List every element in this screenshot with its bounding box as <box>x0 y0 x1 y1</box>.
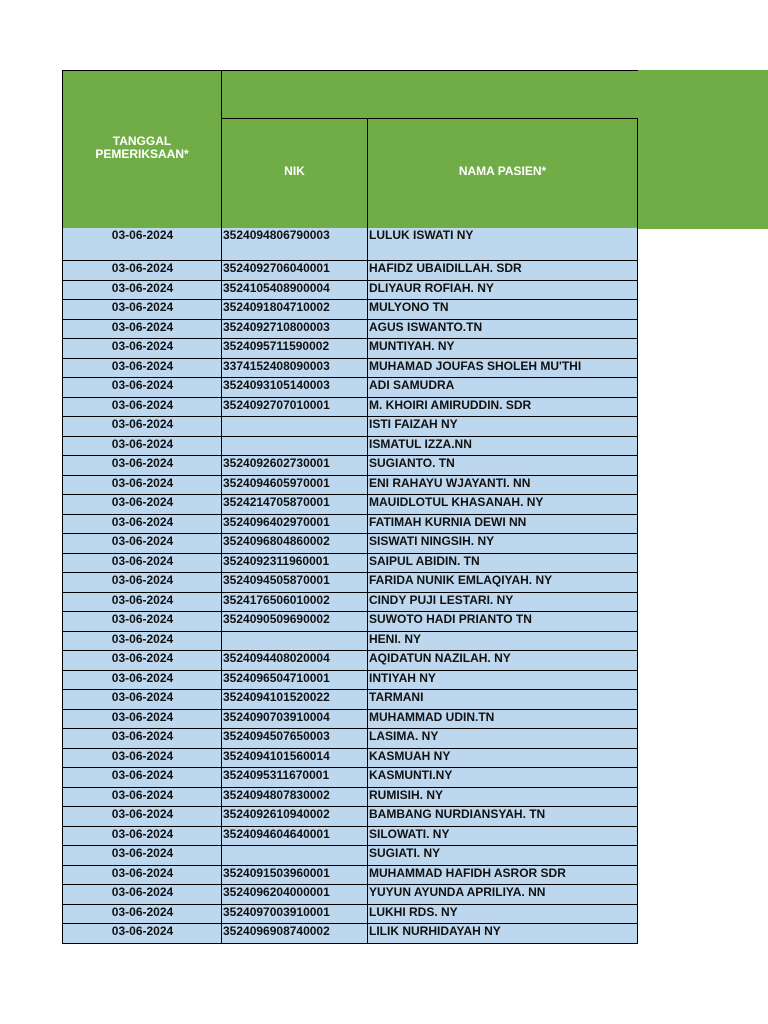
tanggal-cell[interactable]: 03-06-2024 <box>62 885 222 905</box>
header-group-cell <box>221 70 638 119</box>
nik-cell[interactable]: 3524094101560014 <box>221 749 368 769</box>
table-row <box>62 593 638 613</box>
nik-cell[interactable]: 3524092610940002 <box>221 807 368 827</box>
tanggal-cell[interactable]: 03-06-2024 <box>62 846 222 866</box>
table-row <box>62 398 638 418</box>
column-header-tanggal <box>62 70 222 229</box>
tanggal-cell[interactable]: 03-06-2024 <box>62 632 222 652</box>
nik-cell[interactable] <box>221 417 368 437</box>
table-row <box>62 261 638 281</box>
table-row <box>62 846 638 866</box>
tanggal-cell[interactable]: 03-06-2024 <box>62 417 222 437</box>
tanggal-cell[interactable]: 03-06-2024 <box>62 788 222 808</box>
tanggal-cell[interactable]: 03-06-2024 <box>62 281 222 301</box>
table-row <box>62 768 638 788</box>
tanggal-cell[interactable]: 03-06-2024 <box>62 534 222 554</box>
nama-pasien-cell[interactable]: SAIPUL ABIDIN. TN <box>367 554 638 574</box>
nama-pasien-cell[interactable]: MUNTIYAH. NY <box>367 339 638 359</box>
nik-cell[interactable]: 3524091804710002 <box>221 300 368 320</box>
nik-cell[interactable]: 3374152408090003 <box>221 359 368 379</box>
table-row <box>62 632 638 652</box>
nik-cell[interactable]: 3524096504710001 <box>221 671 368 691</box>
nik-cell[interactable]: 3524092707010001 <box>221 398 368 418</box>
tanggal-cell[interactable]: 03-06-2024 <box>62 866 222 886</box>
nik-cell[interactable]: 3524105408900004 <box>221 281 368 301</box>
nama-pasien-cell[interactable]: SISWATI NINGSIH. NY <box>367 534 638 554</box>
nama-pasien-cell[interactable]: KASMUAH NY <box>367 749 638 769</box>
table-row <box>62 320 638 340</box>
table-row <box>62 359 638 379</box>
nik-cell[interactable]: 3524094806790003 <box>221 228 368 261</box>
nik-cell[interactable]: 3524092710800003 <box>221 320 368 340</box>
tanggal-cell[interactable]: 03-06-2024 <box>62 456 222 476</box>
nama-pasien-cell[interactable]: ISMATUL IZZA.NN <box>367 437 638 457</box>
table-row <box>62 495 638 515</box>
nama-pasien-cell[interactable]: INTIYAH NY <box>367 671 638 691</box>
table-row <box>62 924 638 944</box>
nama-pasien-cell[interactable]: MULYONO TN <box>367 300 638 320</box>
tanggal-cell[interactable]: 03-06-2024 <box>62 228 222 261</box>
nik-cell[interactable] <box>221 632 368 652</box>
table-row <box>62 417 638 437</box>
tanggal-cell[interactable]: 03-06-2024 <box>62 320 222 340</box>
nik-cell[interactable]: 3524094807830002 <box>221 788 368 808</box>
tanggal-cell[interactable]: 03-06-2024 <box>62 593 222 613</box>
tanggal-cell[interactable]: 03-06-2024 <box>62 359 222 379</box>
table-row <box>62 300 638 320</box>
table-row <box>62 866 638 886</box>
nama-pasien-cell[interactable]: LUKHI RDS. NY <box>367 905 638 925</box>
nama-pasien-cell[interactable]: MUHAMAD JOUFAS SHOLEH MU'THI <box>367 359 638 379</box>
nik-cell[interactable]: 3524092602730001 <box>221 456 368 476</box>
nama-pasien-cell[interactable]: CINDY PUJI LESTARI. NY <box>367 593 638 613</box>
table-row <box>62 690 638 710</box>
nik-cell[interactable] <box>221 846 368 866</box>
table-row <box>62 788 638 808</box>
table-row <box>62 534 638 554</box>
table-row <box>62 515 638 535</box>
nik-cell[interactable]: 3524096804860002 <box>221 534 368 554</box>
nama-pasien-cell[interactable]: LULUK ISWATI NY <box>367 228 638 261</box>
table-row <box>62 339 638 359</box>
column-header-tanggal-label: TANGGAL PEMERIKSAAN* <box>95 134 189 161</box>
nama-pasien-cell[interactable]: BAMBANG NURDIANSYAH. TN <box>367 807 638 827</box>
table-row <box>62 671 638 691</box>
table-row <box>62 456 638 476</box>
nama-pasien-cell[interactable]: SILOWATI. NY <box>367 827 638 847</box>
tanggal-cell[interactable]: 03-06-2024 <box>62 339 222 359</box>
table-row <box>62 378 638 398</box>
tanggal-cell[interactable]: 03-06-2024 <box>62 573 222 593</box>
nik-cell[interactable]: 3524176506010002 <box>221 593 368 613</box>
nama-pasien-cell[interactable]: LILIK NURHIDAYAH NY <box>367 924 638 944</box>
tanggal-cell[interactable]: 03-06-2024 <box>62 651 222 671</box>
tanggal-cell[interactable]: 03-06-2024 <box>62 807 222 827</box>
nama-pasien-cell[interactable]: M. KHOIRI AMIRUDDIN. SDR <box>367 398 638 418</box>
nik-cell[interactable]: 3524092311960001 <box>221 554 368 574</box>
patient-table-body <box>62 228 638 944</box>
column-header-nama-label: NAMA PASIEN* <box>458 164 547 178</box>
table-row <box>62 476 638 496</box>
column-header-nama <box>367 118 638 229</box>
nik-cell[interactable]: 3524095311670001 <box>221 768 368 788</box>
tanggal-cell[interactable]: 03-06-2024 <box>62 905 222 925</box>
nama-pasien-cell[interactable]: KASMUNTI.NY <box>367 768 638 788</box>
column-header-nik-label: NIK <box>284 164 305 178</box>
table-row <box>62 281 638 301</box>
tanggal-cell[interactable]: 03-06-2024 <box>62 690 222 710</box>
table-row <box>62 749 638 769</box>
table-row <box>62 573 638 593</box>
tanggal-cell[interactable]: 03-06-2024 <box>62 924 222 944</box>
nik-cell[interactable]: 3524096204000001 <box>221 885 368 905</box>
nama-pasien-cell[interactable]: SUGIATI. NY <box>367 846 638 866</box>
tanggal-cell[interactable]: 03-06-2024 <box>62 749 222 769</box>
nama-pasien-cell[interactable]: YUYUN AYUNDA APRILIYA. NN <box>367 885 638 905</box>
nik-cell[interactable] <box>221 437 368 457</box>
nik-cell[interactable]: 3524094605970001 <box>221 476 368 496</box>
nama-pasien-cell[interactable]: ENI RAHAYU WJAYANTI. NN <box>367 476 638 496</box>
nik-cell[interactable]: 3524094507650003 <box>221 729 368 749</box>
tanggal-cell[interactable]: 03-06-2024 <box>62 710 222 730</box>
nama-pasien-cell[interactable]: SUWOTO HADI PRIANTO TN <box>367 612 638 632</box>
tanggal-cell[interactable]: 03-06-2024 <box>62 495 222 515</box>
nik-cell[interactable]: 3524096402970001 <box>221 515 368 535</box>
nama-pasien-cell[interactable]: MUHAMMAD HAFIDH ASROR SDR <box>367 866 638 886</box>
table-row <box>62 437 638 457</box>
tanggal-cell[interactable]: 03-06-2024 <box>62 729 222 749</box>
nik-cell[interactable]: 3524090509690002 <box>221 612 368 632</box>
table-row <box>62 710 638 730</box>
nama-pasien-cell[interactable]: AQIDATUN NAZILAH. NY <box>367 651 638 671</box>
nik-cell[interactable]: 3524094101520022 <box>221 690 368 710</box>
nik-cell[interactable]: 3524095711590002 <box>221 339 368 359</box>
tanggal-cell[interactable]: 03-06-2024 <box>62 300 222 320</box>
nik-cell[interactable]: 3524093105140003 <box>221 378 368 398</box>
nik-cell[interactable]: 3524214705870001 <box>221 495 368 515</box>
nama-pasien-cell[interactable]: DLIYAUR ROFIAH. NY <box>367 281 638 301</box>
nik-cell[interactable]: 3524090703910004 <box>221 710 368 730</box>
nama-pasien-cell[interactable]: HENI. NY <box>367 632 638 652</box>
nik-cell[interactable]: 3524096908740002 <box>221 924 368 944</box>
nama-pasien-cell[interactable]: AGUS ISWANTO.TN <box>367 320 638 340</box>
tanggal-cell[interactable]: 03-06-2024 <box>62 398 222 418</box>
nama-pasien-cell[interactable]: FATIMAH KURNIA DEWI NN <box>367 515 638 535</box>
nama-pasien-cell[interactable]: MAUIDLOTUL KHASANAH. NY <box>367 495 638 515</box>
header-extension <box>637 70 768 229</box>
nama-pasien-cell[interactable]: LASIMA. NY <box>367 729 638 749</box>
nama-pasien-cell[interactable]: ADI SAMUDRA <box>367 378 638 398</box>
tanggal-cell[interactable]: 03-06-2024 <box>62 612 222 632</box>
nik-cell[interactable]: 3524092706040001 <box>221 261 368 281</box>
nik-cell[interactable]: 3524091503960001 <box>221 866 368 886</box>
table-row <box>62 905 638 925</box>
table-row <box>62 228 638 261</box>
nik-cell[interactable]: 3524094604640001 <box>221 827 368 847</box>
nama-pasien-cell[interactable]: SUGIANTO. TN <box>367 456 638 476</box>
tanggal-cell[interactable]: 03-06-2024 <box>62 476 222 496</box>
tanggal-cell[interactable]: 03-06-2024 <box>62 261 222 281</box>
table-row <box>62 651 638 671</box>
table-row <box>62 885 638 905</box>
tanggal-cell[interactable]: 03-06-2024 <box>62 671 222 691</box>
table-row <box>62 554 638 574</box>
nama-pasien-cell[interactable]: MUHAMMAD UDIN.TN <box>367 710 638 730</box>
tanggal-cell[interactable]: 03-06-2024 <box>62 768 222 788</box>
table-row <box>62 729 638 749</box>
tanggal-cell[interactable]: 03-06-2024 <box>62 554 222 574</box>
nik-cell[interactable]: 3524094505870001 <box>221 573 368 593</box>
column-header-nik <box>221 118 368 229</box>
nama-pasien-cell[interactable]: RUMISIH. NY <box>367 788 638 808</box>
tanggal-cell[interactable]: 03-06-2024 <box>62 437 222 457</box>
nik-cell[interactable]: 3524094408020004 <box>221 651 368 671</box>
table-row <box>62 827 638 847</box>
tanggal-cell[interactable]: 03-06-2024 <box>62 827 222 847</box>
table-row <box>62 807 638 827</box>
nama-pasien-cell[interactable]: TARMANI <box>367 690 638 710</box>
nama-pasien-cell[interactable]: HAFIDZ UBAIDILLAH. SDR <box>367 261 638 281</box>
table-row <box>62 612 638 632</box>
nama-pasien-cell[interactable]: FARIDA NUNIK EMLAQIYAH. NY <box>367 573 638 593</box>
nik-cell[interactable]: 3524097003910001 <box>221 905 368 925</box>
tanggal-cell[interactable]: 03-06-2024 <box>62 515 222 535</box>
nama-pasien-cell[interactable]: ISTI FAIZAH NY <box>367 417 638 437</box>
tanggal-cell[interactable]: 03-06-2024 <box>62 378 222 398</box>
